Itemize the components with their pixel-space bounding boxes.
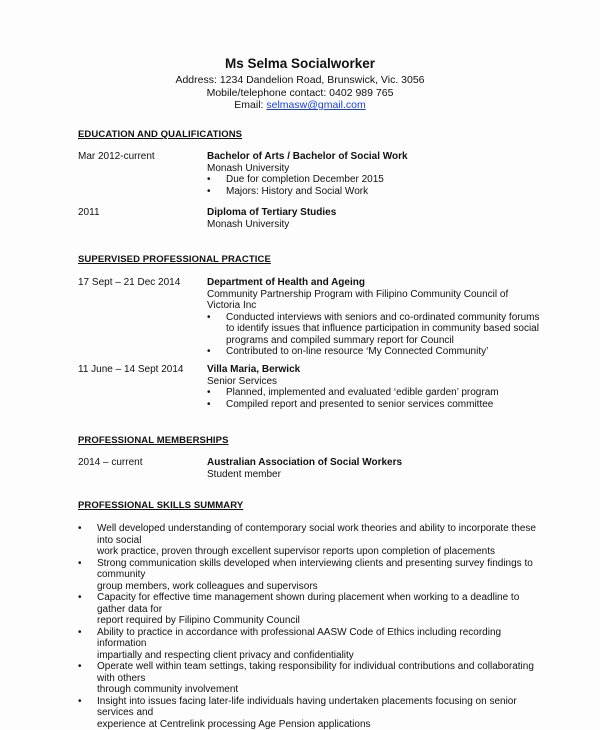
entry-role: Student member bbox=[207, 468, 281, 480]
skill-text: impartially and respecting client privacy and confidentiality bbox=[97, 649, 354, 661]
entry-date: 2011 bbox=[78, 207, 100, 218]
entry-title: Australian Association of Social Workers bbox=[207, 457, 403, 468]
bullet-icon: • bbox=[78, 557, 82, 569]
entry-institution: Monash University bbox=[207, 162, 290, 174]
skill-item bbox=[78, 523, 548, 558]
skill-text: work practice, proven through excellent supervisor reports upon completion of placements bbox=[97, 546, 495, 557]
skill-text: Strong communication skills developed when interviewing clients and presenting survey findings to community bbox=[97, 557, 533, 580]
entry-body bbox=[207, 277, 547, 358]
entry-bullet-list bbox=[207, 174, 547, 197]
candidate-name: Ms Selma Socialworker bbox=[224, 56, 376, 71]
bullet-item bbox=[207, 174, 547, 186]
section-title-education: EDUCATION AND QUALIFICATIONS bbox=[78, 129, 243, 140]
entry-date: Mar 2012-current bbox=[78, 151, 155, 162]
skill-text: through community involvement bbox=[97, 684, 239, 695]
entry-title: Bachelor of Arts / Bachelor of Social Work bbox=[207, 151, 408, 162]
bullet-icon: • bbox=[78, 661, 82, 672]
bullet-item bbox=[207, 346, 547, 358]
skill-text: Operate well within team settings, taking responsibility for individual contributions and collaborating with others bbox=[97, 661, 534, 684]
section-title-skills: PROFESSIONAL SKILLS SUMMARY bbox=[78, 500, 244, 511]
bullet-text: to identify issues that influence participation in community based social bbox=[226, 323, 539, 334]
skill-item bbox=[78, 627, 548, 662]
email-link[interactable]: selmasw@gmail.com bbox=[266, 99, 366, 111]
bullet-text: Planned, implemented and evaluated ‘edible garden’ program bbox=[226, 387, 499, 398]
entry-body bbox=[207, 457, 547, 480]
section-title-practice: SUPERVISED PROFESSIONAL PRACTICE bbox=[78, 254, 271, 265]
bullet-text: Compiled report and presented to senior services committee bbox=[226, 398, 494, 410]
entry-bullet-list bbox=[207, 312, 547, 358]
entry-date: 11 June – 14 Sept 2014 bbox=[78, 364, 184, 375]
entry-program: Victoria Inc bbox=[207, 300, 257, 311]
entry-date: 17 Sept – 21 Dec 2014 bbox=[78, 277, 181, 288]
skill-text: group members, work colleagues and supervisors bbox=[97, 580, 318, 592]
entry-body bbox=[207, 207, 547, 230]
entry-title: Diploma of Tertiary Studies bbox=[207, 207, 337, 218]
entry-program: Senior Services bbox=[207, 375, 278, 387]
entry-date: 2014 – current bbox=[78, 457, 143, 468]
bullet-icon: • bbox=[207, 185, 211, 197]
bullet-text: Majors: History and Social Work bbox=[226, 185, 369, 197]
skill-item bbox=[78, 558, 548, 593]
bullet-icon: • bbox=[78, 592, 82, 603]
bullet-item bbox=[207, 312, 547, 347]
skills-list bbox=[78, 523, 548, 730]
entry-program: Community Partnership Program with Filipino Community Council of bbox=[207, 288, 509, 300]
bullet-icon: • bbox=[78, 695, 82, 707]
entry-institution: Monash University bbox=[207, 218, 290, 230]
bullet-icon: • bbox=[207, 311, 211, 323]
skill-text: experience at Centrelink processing Age Pension applications bbox=[97, 718, 371, 730]
resume-header bbox=[0, 56, 600, 112]
entry-title: Villa Maria, Berwick bbox=[207, 364, 301, 375]
bullet-item bbox=[207, 186, 547, 198]
email-label: Email: bbox=[234, 99, 267, 111]
bullet-item bbox=[207, 399, 547, 411]
skill-text: Well developed understanding of contemporary social work theories and ability to incorporate these into social bbox=[97, 523, 536, 546]
skill-item bbox=[78, 592, 548, 627]
bullet-text: programs and compiled summary report for Council bbox=[226, 334, 454, 346]
bullet-item bbox=[207, 387, 547, 399]
bullet-text: Conducted interviews with seniors and co-ordinated community forums bbox=[226, 311, 540, 323]
entry-body bbox=[207, 151, 547, 197]
bullet-icon: • bbox=[78, 523, 82, 534]
address-line: Address: 1234 Dandelion Road, Brunswick, Vic. 3056 bbox=[175, 74, 425, 86]
bullet-icon: • bbox=[207, 174, 211, 185]
phone-line: Mobile/telephone contact: 0402 989 765 bbox=[206, 86, 394, 99]
entry-body bbox=[207, 364, 547, 410]
section-title-memberships: PROFESSIONAL MEMBERSHIPS bbox=[78, 435, 229, 446]
skill-text: Ability to practice in accordance with professional AASW Code of Ethics including recording information bbox=[97, 626, 502, 649]
skill-text: Capacity for effective time management shown during placement when working to a deadline to gather data for bbox=[97, 592, 520, 615]
bullet-icon: • bbox=[207, 398, 211, 410]
skill-item bbox=[78, 661, 548, 696]
skill-text: Insight into issues facing later-life individuals having undertaken placements focusing on senior services and bbox=[97, 695, 517, 718]
bullet-icon: • bbox=[207, 387, 211, 398]
bullet-text: Contributed to on-line resource ‘My Connected Community’ bbox=[226, 346, 489, 357]
email-line bbox=[0, 99, 600, 112]
bullet-text: Due for completion December 2015 bbox=[226, 174, 384, 185]
skill-item bbox=[78, 696, 548, 730]
bullet-icon: • bbox=[207, 346, 211, 357]
skill-text: report required by Filipino Community Council bbox=[97, 615, 300, 626]
entry-bullet-list bbox=[207, 387, 547, 410]
entry-title: Department of Health and Ageing bbox=[207, 277, 365, 288]
bullet-icon: • bbox=[78, 626, 82, 638]
